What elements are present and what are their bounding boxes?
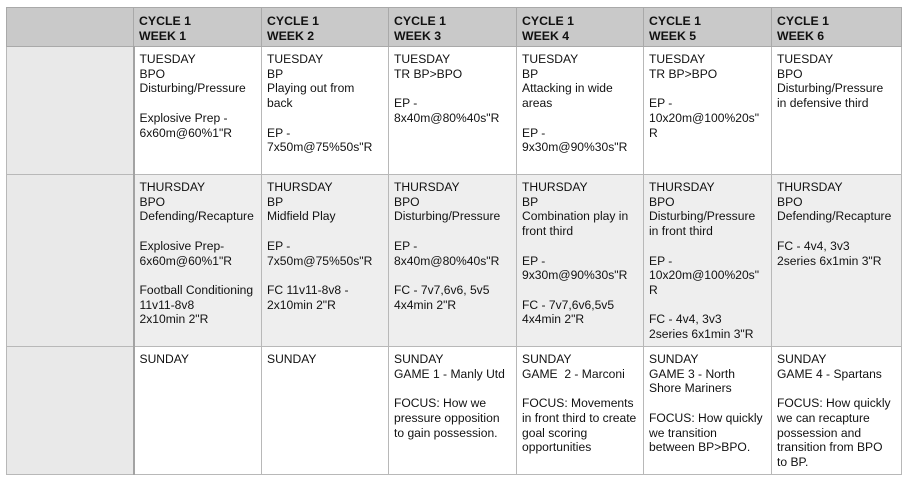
session-cell: SUNDAY GAME 2 - Marconi FOCUS: Movements in front third to create goal scoring opportunities xyxy=(517,347,644,475)
corner-cell xyxy=(7,8,134,47)
week-header: CYCLE 1 WEEK 5 xyxy=(644,8,772,47)
session-cell: THURSDAY BP Midfield Play EP - 7x50m@75%50s"R FC 11v11-8v8 - 2x10min 2"R xyxy=(262,175,389,347)
session-cell: TUESDAY BPO Disturbing/Pressure Explosive Prep - 6x60m@60%1"R xyxy=(134,47,262,175)
session-cell: SUNDAY GAME 3 - North Shore Mariners FOCUS: How quickly we transition between BP>BPO. xyxy=(644,347,772,475)
row-label-cell xyxy=(7,347,134,475)
session-cell: THURSDAY BPO Disturbing/Pressure in front third EP - 10x20m@100%20s" R FC - 4v4, 3v3 2series 6x1min 3"R xyxy=(644,175,772,347)
thursday-row xyxy=(7,175,902,347)
sunday-row xyxy=(7,347,902,475)
training-schedule xyxy=(6,7,901,475)
session-cell: THURSDAY BPO Disturbing/Pressure EP - 8x40m@80%40s"R FC - 7v7,6v6, 5v5 4x4min 2"R xyxy=(389,175,517,347)
session-cell: THURSDAY BPO Defending/Recapture Explosive Prep- 6x60m@60%1"R Football Conditioning 11v11-8v8 2x10min 2"R xyxy=(134,175,262,347)
header-row xyxy=(7,8,902,47)
session-cell: TUESDAY BPO Disturbing/Pressure in defensive third xyxy=(772,47,902,175)
session-cell: SUNDAY xyxy=(262,347,389,475)
row-label-cell xyxy=(7,175,134,347)
session-cell: SUNDAY xyxy=(134,347,262,475)
session-cell: THURSDAY BP Combination play in front third EP - 9x30m@90%30s"R FC - 7v7,6v6,5v5 4x4min 2"R xyxy=(517,175,644,347)
week-header: CYCLE 1 WEEK 4 xyxy=(517,8,644,47)
session-cell: TUESDAY BP Attacking in wide areas EP - 9x30m@90%30s"R xyxy=(517,47,644,175)
schedule-table xyxy=(6,7,902,475)
session-cell: SUNDAY GAME 1 - Manly Utd FOCUS: How we pressure opposition to gain possession. xyxy=(389,347,517,475)
session-cell: TUESDAY TR BP>BPO EP - 10x20m@100%20s" R xyxy=(644,47,772,175)
session-cell: SUNDAY GAME 4 - Spartans FOCUS: How quickly we can recapture possession and transition from BPO to BP. xyxy=(772,347,902,475)
week-header: CYCLE 1 WEEK 2 xyxy=(262,8,389,47)
week-header: CYCLE 1 WEEK 1 xyxy=(134,8,262,47)
tuesday-row xyxy=(7,47,902,175)
week-header: CYCLE 1 WEEK 6 xyxy=(772,8,902,47)
session-cell: TUESDAY BP Playing out from back EP - 7x50m@75%50s"R xyxy=(262,47,389,175)
week-header: CYCLE 1 WEEK 3 xyxy=(389,8,517,47)
session-cell: THURSDAY BPO Defending/Recapture FC - 4v4, 3v3 2series 6x1min 3"R xyxy=(772,175,902,347)
row-label-cell xyxy=(7,47,134,175)
session-cell: TUESDAY TR BP>BPO EP - 8x40m@80%40s"R xyxy=(389,47,517,175)
